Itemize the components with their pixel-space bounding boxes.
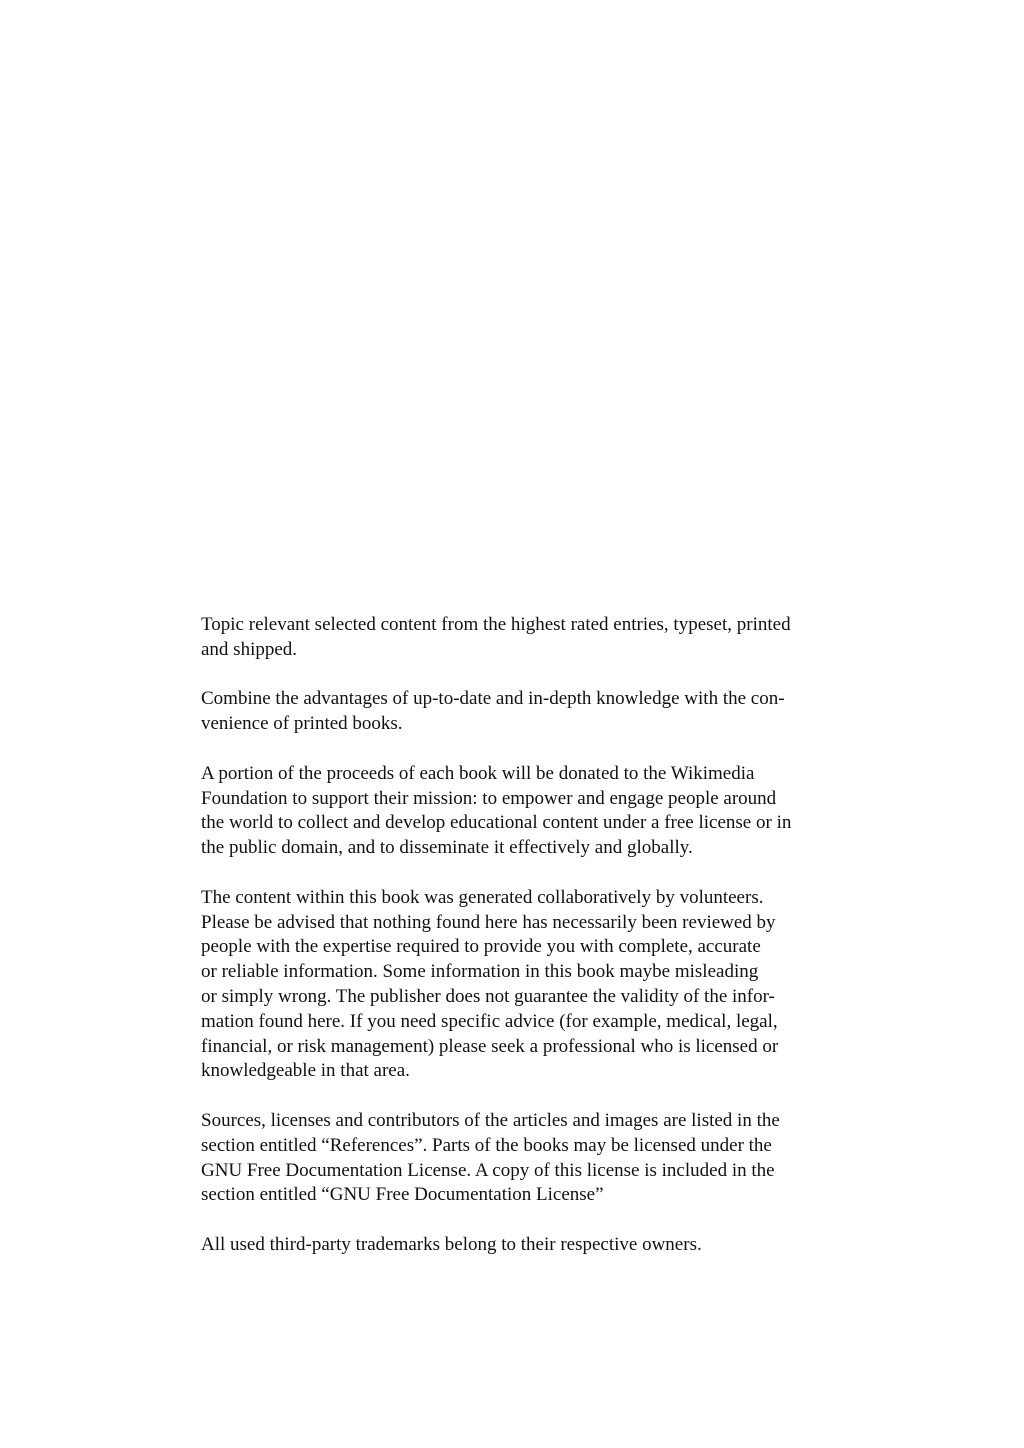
text-line: section entitled “GNU Free Documentation License”	[201, 1184, 604, 1206]
text-line: financial, or risk management) please seek a professional who is licensed or	[201, 1035, 779, 1057]
disclaimer-text-block	[201, 613, 851, 1283]
paragraph-topic-content	[201, 613, 851, 663]
text-line: or simply wrong. The publisher does not guarantee the validity of the infor-	[201, 985, 775, 1007]
paragraph-sources-licenses	[201, 1109, 851, 1208]
text-line: The content within this book was generated collaboratively by volunteers.	[201, 886, 764, 908]
text-line: GNU Free Documentation License. A copy of this license is included in the	[201, 1159, 775, 1181]
paragraph-wikimedia-donation	[201, 762, 851, 861]
text-line: section entitled “References”. Parts of the books may be licensed under the	[201, 1134, 772, 1156]
text-line: All used third-party trademarks belong to their respective owners.	[201, 1233, 702, 1255]
paragraph-advantages	[201, 687, 851, 737]
text-line: knowledgeable in that area.	[201, 1060, 410, 1082]
paragraph-trademarks	[201, 1233, 851, 1258]
text-line: people with the expertise required to provide you with complete, accurate	[201, 936, 761, 958]
text-line: Topic relevant selected content from the highest rated entries, typeset, printed	[201, 614, 791, 635]
text-line: or reliable information. Some information in this book maybe misleading	[201, 961, 759, 983]
text-line: and shipped.	[201, 638, 298, 660]
text-line: Foundation to support their mission: to empower and engage people around	[201, 787, 777, 809]
text-line: mation found here. If you need specific advice (for example, medical, legal,	[201, 1010, 778, 1032]
text-line: Combine the advantages of up-to-date and in-depth knowledge with the con-	[201, 688, 785, 710]
text-line: Sources, licenses and contributors of the articles and images are listed in the	[201, 1109, 780, 1131]
text-line: A portion of the proceeds of each book will be donated to the Wikimedia	[201, 762, 755, 784]
text-line: venience of printed books.	[201, 713, 403, 735]
text-line: the world to collect and develop educational content under a free license or in	[201, 812, 792, 834]
paragraph-disclaimer	[201, 886, 851, 1084]
text-line: Please be advised that nothing found here has necessarily been reviewed by	[201, 911, 776, 933]
text-line: the public domain, and to disseminate it effectively and globally.	[201, 837, 693, 859]
